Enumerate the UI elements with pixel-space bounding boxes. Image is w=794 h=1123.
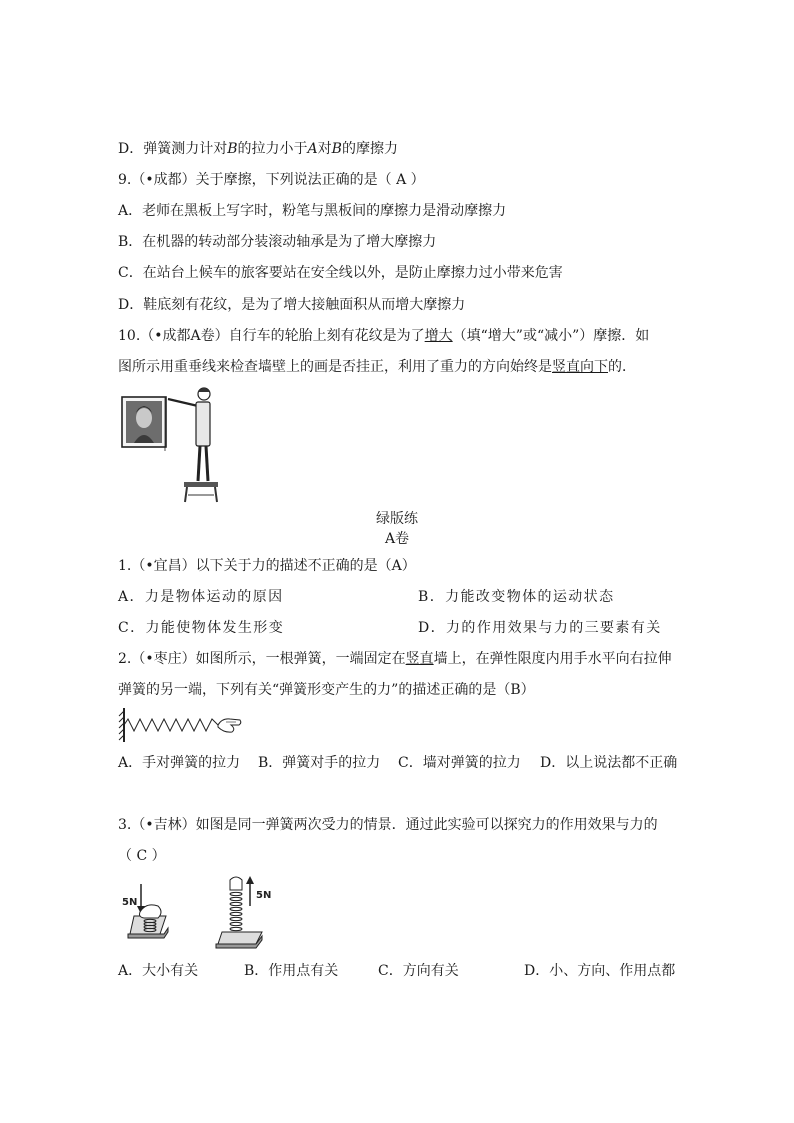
a3-option-b: B．作用点有关 [244,963,339,979]
q8-option-d: D．弹簧测力计对B的拉力小于A对B的摩擦力 [118,141,398,157]
a3-option-a: A．大小有关 [118,963,199,979]
q9-option-c: C．在站台上候车的旅客要站在安全线以外，是防止摩擦力过小带来危害 [118,265,563,281]
a3-line1: 3.（•吉林）如图是同一弹簧两次受力的情景．通过此实验可以探究力的作用效果与力的 [118,817,658,833]
force-label-left: 5N [122,897,138,908]
q10-answer1: 增大 [424,328,453,344]
a1-option-a: A．力是物体运动的原因 [118,589,284,605]
q9-option-a: A．老师在黑板上写字时，粉笔与黑板间的摩擦力是滑动摩擦力 [118,203,507,219]
spring-wall-figure [118,706,243,744]
a2-option-b: B．弹簧对手的拉力 [258,755,381,771]
q10-line2: 图所示用重垂线来检查墙壁上的画是否挂正，利用了重力的方向始终是竖直向下的． [118,359,636,375]
a1-option-d: D．力的作用效果与力的三要素有关 [418,620,662,636]
a2-option-d: D．以上说法都不正确 [540,755,678,771]
hand-icon [218,719,241,732]
q10-line1: 10.（•成都A卷）自行车的轮胎上刻有花纹是为了增大（填“增大”或“减小”）摩擦．如 [118,328,650,344]
section-subtitle: A卷 [384,531,410,547]
q9-option-d: D．鞋底刻有花纹，是为了增大接触面积从而增大摩擦力 [118,297,466,313]
spring-force-figure [118,872,278,952]
a2-option-c: C．墙对弹簧的拉力 [398,755,521,771]
a3-line2: （ C ） [118,848,166,864]
a2-line2: 弹簧的另一端，下列有关“弹簧形变产生的力”的描述正确的是（B） [118,682,535,698]
spring-coil [124,719,218,731]
a3-option-c: C．方向有关 [378,963,459,979]
a1-option-c: C．力能使物体发生形变 [118,620,285,636]
a2-option-a: A．手对弹簧的拉力 [118,755,241,771]
plumb-line-figure [118,385,223,505]
arrow-up-icon [246,876,254,884]
a2-line1: 2.（•枣庄）如图所示，一根弹簧，一端固定在竖直墙上，在弹性限度内用手水平向右拉伸 [118,651,672,667]
force-label-right: 5N [256,890,272,901]
a1-option-b: B．力能改变物体的运动状态 [418,589,615,605]
a2-underline: 竖直 [405,651,434,667]
q10-answer2: 竖直向下 [552,359,608,375]
a1-stem: 1.（•宜昌）以下关于力的描述不正确的是（A） [118,558,416,574]
q9-option-b: B．在机器的转动部分装滚动轴承是为了增大摩擦力 [118,234,437,250]
hand-icon [230,877,242,890]
section-title: 绿版练 [376,511,418,527]
q9-stem: 9.（•成都）关于摩擦，下列说法正确的是（ A ） [118,172,425,188]
a3-option-d: D．小、方向、作用点都 [524,963,676,979]
